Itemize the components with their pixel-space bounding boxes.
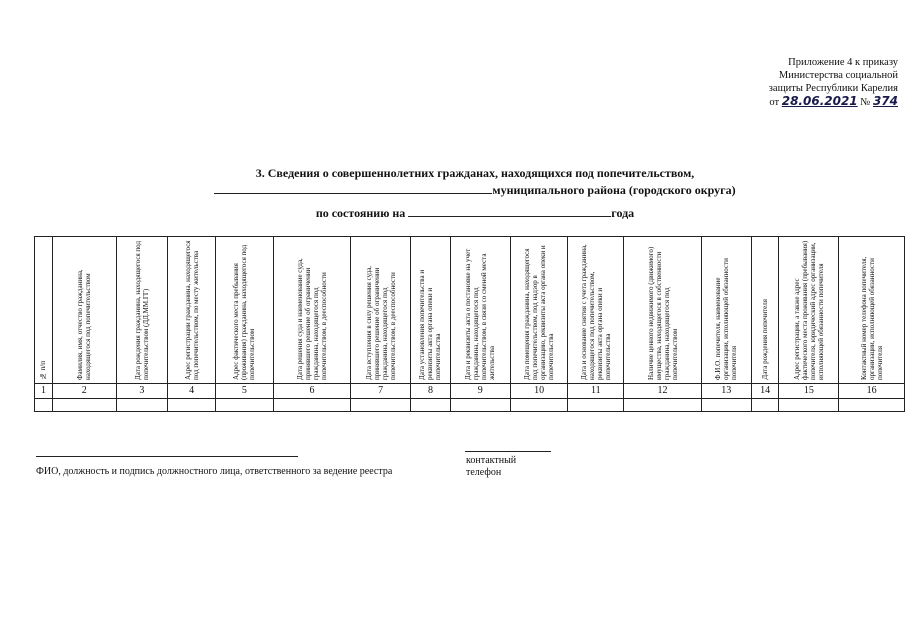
- column-number: 10: [510, 384, 568, 399]
- header-cell: Фамилия, имя, отчество гражданина, находящегося под попечительством: [52, 237, 116, 384]
- number-prefix: №: [860, 97, 871, 108]
- column-number: 4: [168, 384, 216, 399]
- column-number: 11: [568, 384, 624, 399]
- data-cell[interactable]: [52, 399, 116, 412]
- data-cell[interactable]: [116, 399, 168, 412]
- data-cell[interactable]: [351, 399, 411, 412]
- header-cell: Дата установления попечительства и реквизиты акта органа опеки и попечительства: [411, 237, 451, 384]
- appendix-line-2: Министерства социальной: [778, 70, 898, 81]
- column-number: 15: [779, 384, 839, 399]
- year-label: года: [611, 206, 635, 220]
- header-row: [35, 237, 905, 384]
- data-cell[interactable]: [35, 399, 53, 412]
- signature-line[interactable]: [36, 456, 298, 457]
- data-cell[interactable]: [779, 399, 839, 412]
- empty-data-row: [35, 399, 905, 412]
- column-number: 7: [351, 384, 411, 399]
- date-blank-field[interactable]: [408, 205, 611, 217]
- title-line-3: [150, 205, 800, 222]
- data-cell[interactable]: [510, 399, 568, 412]
- contact-phone-label: [466, 455, 546, 479]
- title-line-1: 3. Сведения о совершеннолетних гражданах, находящихся под попечительством,: [255, 166, 695, 180]
- column-number: 3: [116, 384, 168, 399]
- contact-phone-line[interactable]: [465, 451, 551, 452]
- handwritten-date: 28.06.2021: [781, 94, 858, 108]
- header-cell: Дата рождения гражданина, находящегося под попечительством (ДД.ММ.ГГ): [116, 237, 168, 384]
- appendix-line-1: Приложение 4 к приказу: [788, 57, 898, 68]
- handwritten-number: 374: [872, 94, 898, 108]
- data-cell[interactable]: [839, 399, 905, 412]
- header-cell: Адрес регистрации, а также адрес фактического места проживания (пребывания) попечителя, юридический адрес организации, исполняющей обязанности попечителя: [779, 237, 839, 384]
- column-number: 1: [35, 384, 53, 399]
- header-cell: Дата помещения гражданина, находящегося под попечительством, под надзор в организацию, реквизиты акта органа опеки и попечительства: [510, 237, 568, 384]
- signature-label: ФИО, должность и подпись должностного лица, ответственного за ведение реестра: [36, 466, 393, 477]
- column-number: 5: [215, 384, 273, 399]
- appendix-line-3: защиты Республики Карелия: [768, 83, 898, 94]
- header-cell: № п/п: [35, 237, 53, 384]
- data-cell[interactable]: [168, 399, 216, 412]
- column-number: 16: [839, 384, 905, 399]
- data-cell[interactable]: [273, 399, 351, 412]
- header-cell: Адрес фактического места пребывания (проживания) гражданина, находящегося под попечительством: [215, 237, 273, 384]
- header-cell: Адрес регистрации гражданина, находящегося под попечительством, по месту жительства: [168, 237, 216, 384]
- title-line-2-suffix: муниципального района (городского округа): [492, 183, 736, 197]
- column-number: 6: [273, 384, 351, 399]
- column-number: 12: [624, 384, 702, 399]
- header-cell: Ф.И.О. попечителя, наименование организации, исполняющей обязанности попечителя: [701, 237, 751, 384]
- data-cell[interactable]: [411, 399, 451, 412]
- column-number: 9: [450, 384, 510, 399]
- header-cell: Наличие ценного недвижимого (движимого) имущества, находящегося в собственности гражданина, находящегося под попечительством: [624, 237, 702, 384]
- data-cell[interactable]: [568, 399, 624, 412]
- contact-label-line-2: телефон: [466, 467, 502, 478]
- column-number: 8: [411, 384, 451, 399]
- data-cell[interactable]: [450, 399, 510, 412]
- column-number-row: [35, 384, 905, 399]
- contact-label-line-1: контактный: [466, 455, 517, 466]
- registry-table: [34, 236, 905, 412]
- column-number: 2: [52, 384, 116, 399]
- data-cell[interactable]: [624, 399, 702, 412]
- appendix-block: [748, 56, 898, 109]
- header-cell: Контактный номер телефона попечителя, организации, исполняющей обязанности попечителя: [839, 237, 905, 384]
- municipality-blank-field[interactable]: [214, 182, 492, 194]
- column-number: 14: [751, 384, 779, 399]
- data-cell[interactable]: [751, 399, 779, 412]
- title-line-2: [150, 182, 800, 199]
- header-cell: Дата вступления в силу решения суда, принявшего решение об ограничении гражданина, находящегося под попечительством, в дееспособности: [351, 237, 411, 384]
- data-cell[interactable]: [215, 399, 273, 412]
- column-number: 13: [701, 384, 751, 399]
- header-cell: Дата рождения попечителя: [751, 237, 779, 384]
- data-cell[interactable]: [701, 399, 751, 412]
- form-title: [150, 165, 800, 222]
- header-cell: Дата и основание снятия с учета гражданина, находящегося под попечительством, реквизиты акта органа опеки и попечительства: [568, 237, 624, 384]
- header-cell: Дата решения суда и наименование суда, принявшего решение об ограничении гражданина, находящегося под попечительством, в дееспособности: [273, 237, 351, 384]
- as-of-label: по состоянию на: [315, 206, 406, 220]
- date-prefix: от: [769, 97, 780, 108]
- header-cell: Дата и реквизиты акта о постановке на учет гражданина, находящегося под попечительством, в связи со сменой места жительства: [450, 237, 510, 384]
- appendix-order-line: [748, 95, 898, 109]
